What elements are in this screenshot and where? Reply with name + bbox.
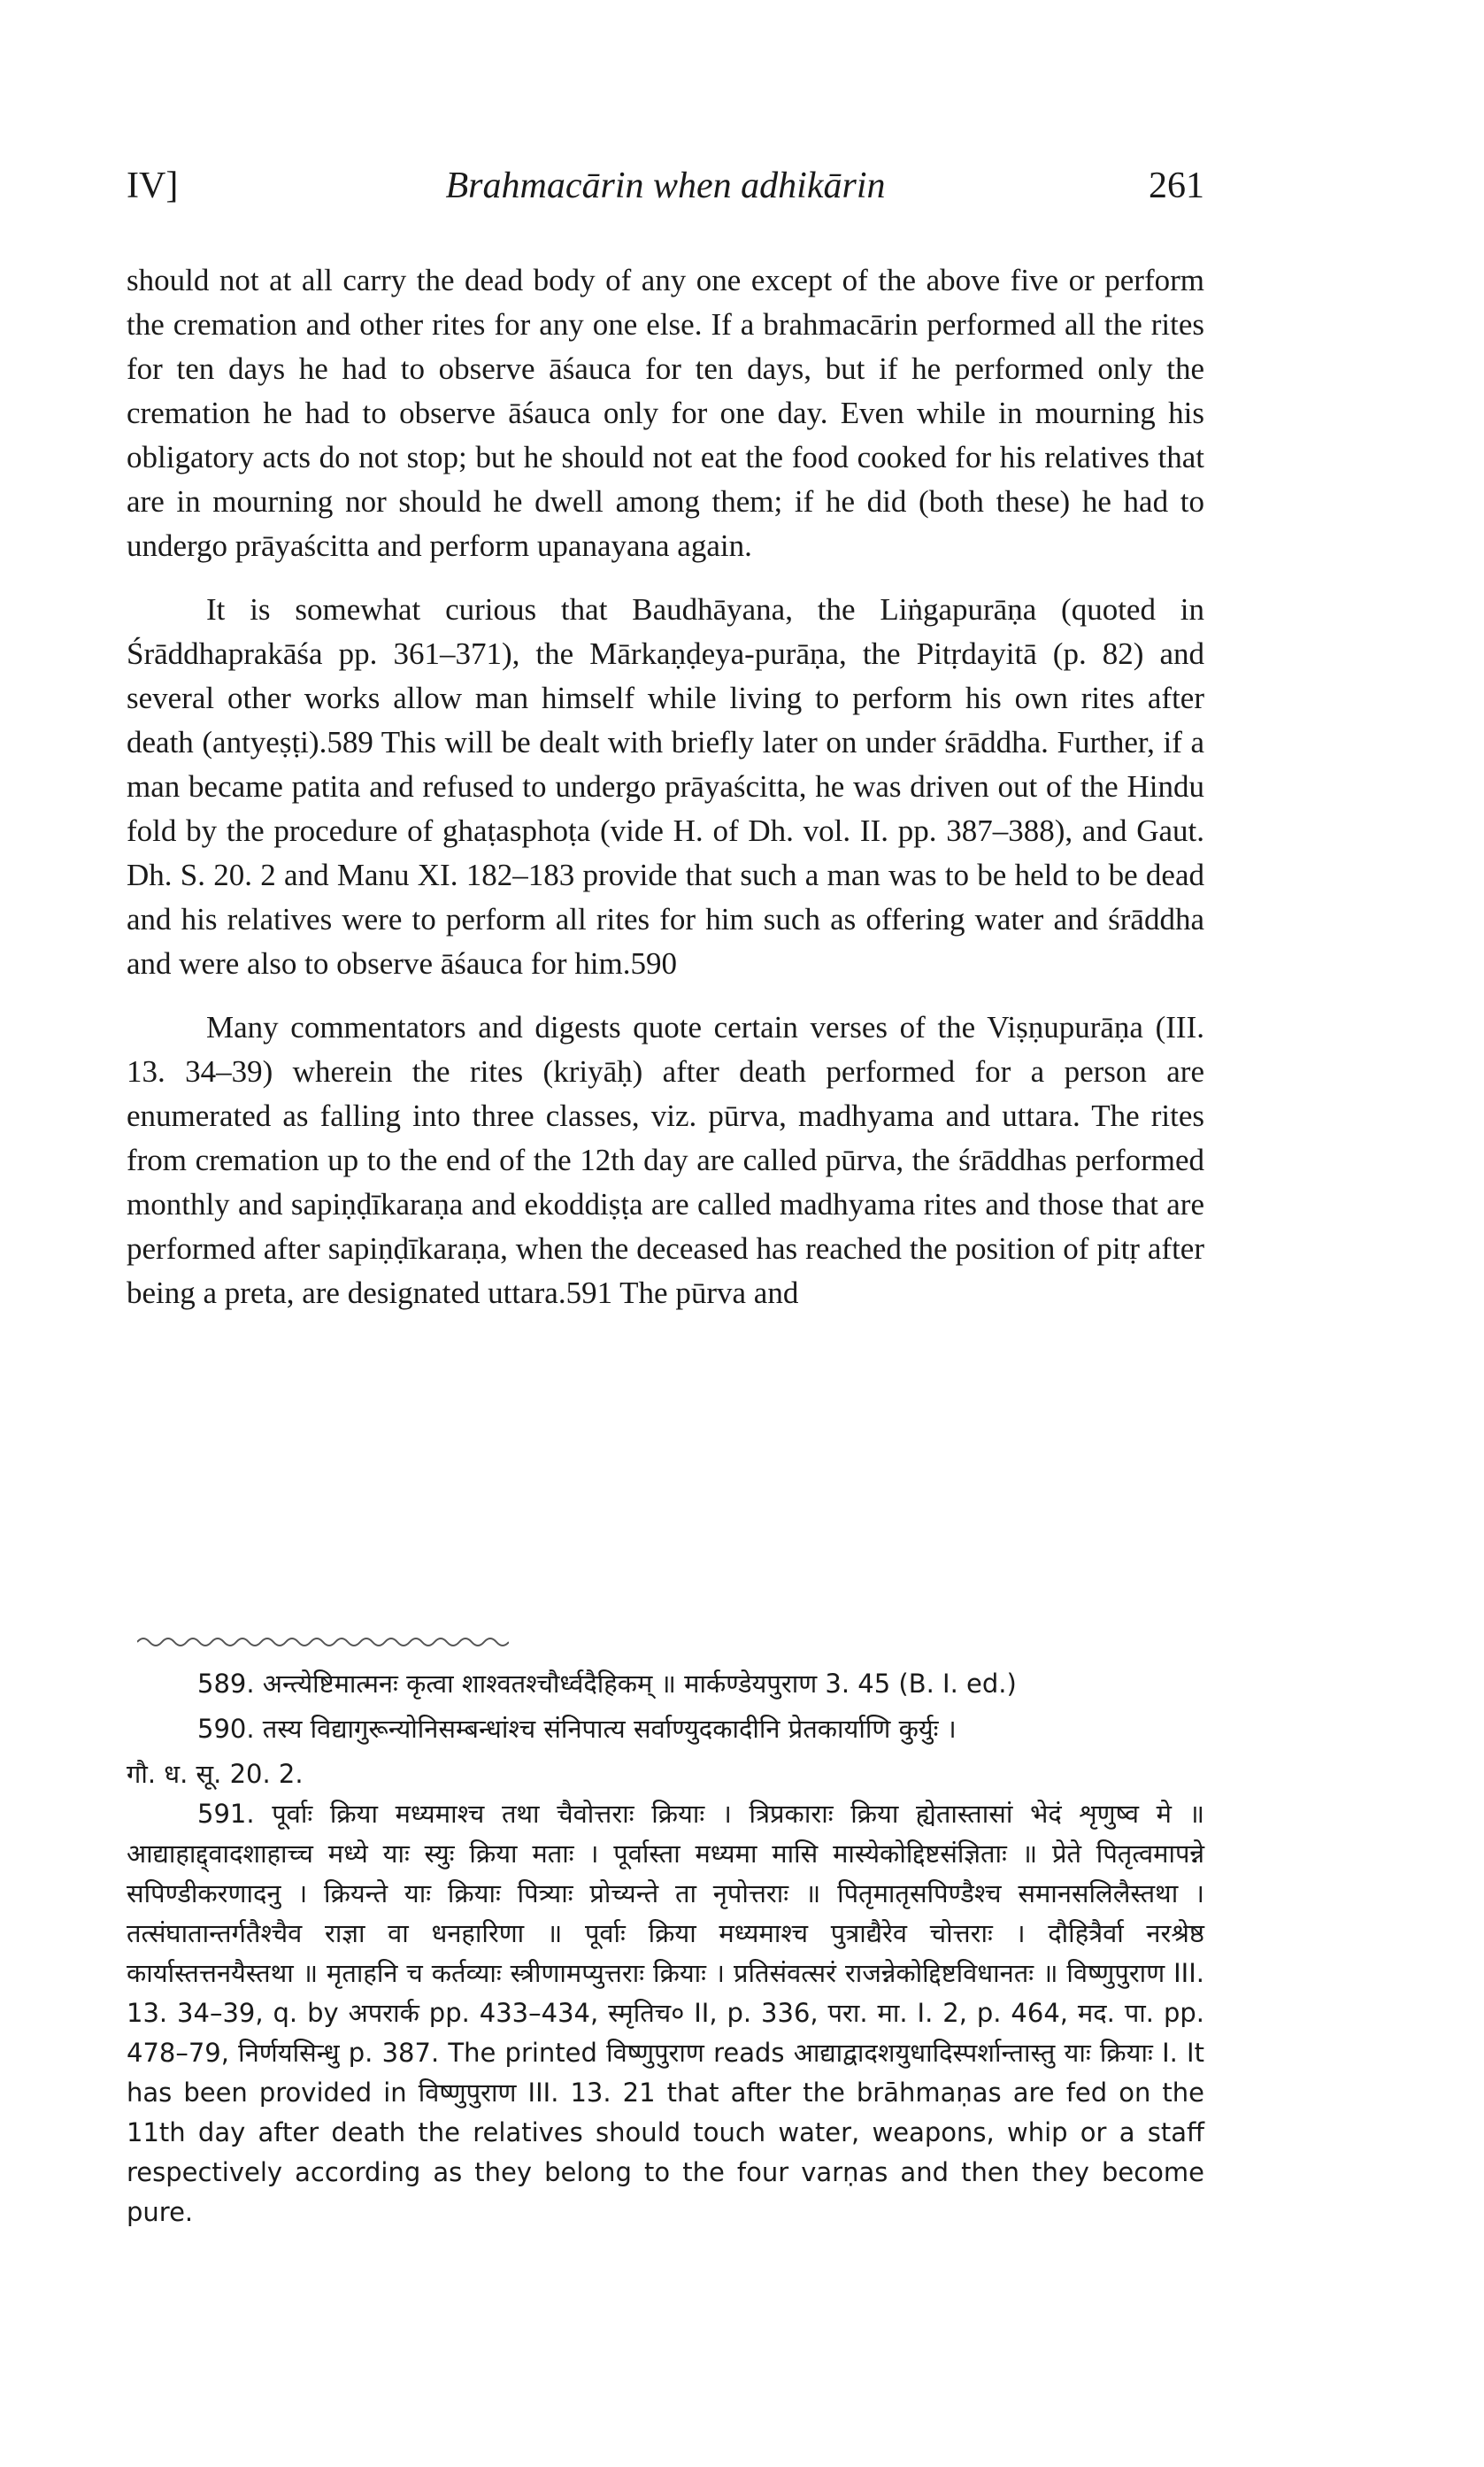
footnotes [127, 1664, 1204, 2238]
footnote-separator [137, 1633, 509, 1651]
page-number: 261 [1149, 166, 1204, 206]
paragraph: Many commentators and digests quote certain verses of the Viṣṇupurāṇa (III. 13. 34–39) wherein the rites (kriyāḥ) after death performed for a person are enumerated as falling into three classes, viz. pūrva, madhyama and uttara. The rites from cremation up to the end of the 12th day are called pūrva, the śrāddhas performed monthly and sapiṇḍīkaraṇa and ekoddiṣṭa are called madhyama rites and those that are performed after sapiṇḍīkaraṇa, when the deceased has reached the position of pitṛ after being a preta, are designated uttara.591 The pūrva and [127, 1010, 1204, 1310]
running-title: Brahmacārin when adhikārin [445, 166, 886, 206]
running-head [127, 159, 1204, 212]
paragraph: It is somewhat curious that Baudhāyana, the Liṅgapurāṇa (quoted in Śrāddhaprakāśa pp. 361–371), the Mārkaṇḍeya-purāṇa, the Pitṛdayitā (p. 82) and several other works allow man himself while living to perform his own rites after death (antyeṣṭi).589 This will be dealt with briefly later on under śrāddha. Further, if a man became patita and refused to undergo prāyaścitta, he was driven out of the Hindu fold by the procedure of ghaṭasphoṭa (vide H. of Dh. vol. II. pp. 387–388), and Gaut. Dh. S. 20. 2 and Manu XI. 182–183 provide that such a man was to be held to be dead and his relatives were to perform all rites for him such as offering water and śrāddha and were also to observe āśauca for him.590 [127, 592, 1204, 981]
main-text [127, 258, 1204, 1335]
section-number: IV] [127, 166, 179, 206]
footnote-589: 589. अन्त्येष्टिमात्मनः कृत्वा शाश्वतश्चौर्ध्वदैहिकम् ॥ मार्कण्डेयपुराण 3. 45 (B. I. ed.) [197, 1669, 1017, 1699]
paragraph: should not at all carry the dead body of any one except of the above five or perform the cremation and other rites for any one else. If a brahmacārin performed all the rites for ten days he had to observe āśauca for ten days, but if he performed only the cremation he had to observe āśauca only for one day. Even while in mourning his obligatory acts do not stop; but he should not eat the food cooked for his relatives that are in mourning nor should he dwell among them; if he did (both these) he had to undergo prāyaścitta and perform upanayana again. [127, 263, 1204, 563]
footnote-590-source: गौ. ध. सू. 20. 2. [127, 1759, 304, 1789]
footnote-590: 590. तस्य विद्यागुरून्योनिसम्बन्धांश्च संनिपात्य सर्वाण्युदकादीनि प्रेतकार्याणि कुर्युः । [197, 1714, 957, 1744]
footnote-591: 591. पूर्वाः क्रिया मध्यमाश्च तथा चैवोत्तराः क्रियाः । त्रिप्रकाराः क्रिया ह्येतास्तासां भेदं शृणुष्व मे ॥ आद्याहाद्द्वादशाहाच्च मध्ये याः स्युः क्रिया मताः । पूर्वास्ता मध्यमा मासि मास्येकोद्दिष्टसंज्ञिताः ॥ प्रेते पितृत्वमापन्ने सपिण्डीकरणादनु । क्रियन्ते याः क्रियाः पित्र्याः प्रोच्यन्ते ता नृपोत्तराः ॥ पितृमातृसपिण्डैश्च समानसलिलैस्तथा । तत्संघातान्तर्गतैश्चैव राज्ञा वा धनहारिणा ॥ पूर्वाः क्रिया मध्यमाश्च पुत्राद्यैरेव चोत्तराः । दौहित्रैर्वा नरश्रेष्ठ कार्यास्तत्तनयैस्तथा ॥ मृताहनि च कर्तव्याः स्त्रीणामप्युत्तराः क्रियाः । प्रतिसंवत्सरं राजन्नेकोद्दिष्टविधानतः ॥ विष्णुपुराण III. 13. 34–39, q. by अपरार्क pp. 433–434, स्मृतिच० II, p. 336, परा. मा. I. 2, p. 464, मद. पा. pp. 478–79, निर्णयसिन्धु p. 387. The printed विष्णुपुराण reads आद्याद्वादशयुधादिस्पर्शान्तास्तु याः क्रियाः I. It has been provided in विष्णुपुराण III. 13. 21 that after the brāhmaṇas are fed on the 11th day after death the relatives should touch water, weapons, whip or a staff respectively according as they belong to the four varṇas and then they become pure. [127, 1799, 1204, 2227]
